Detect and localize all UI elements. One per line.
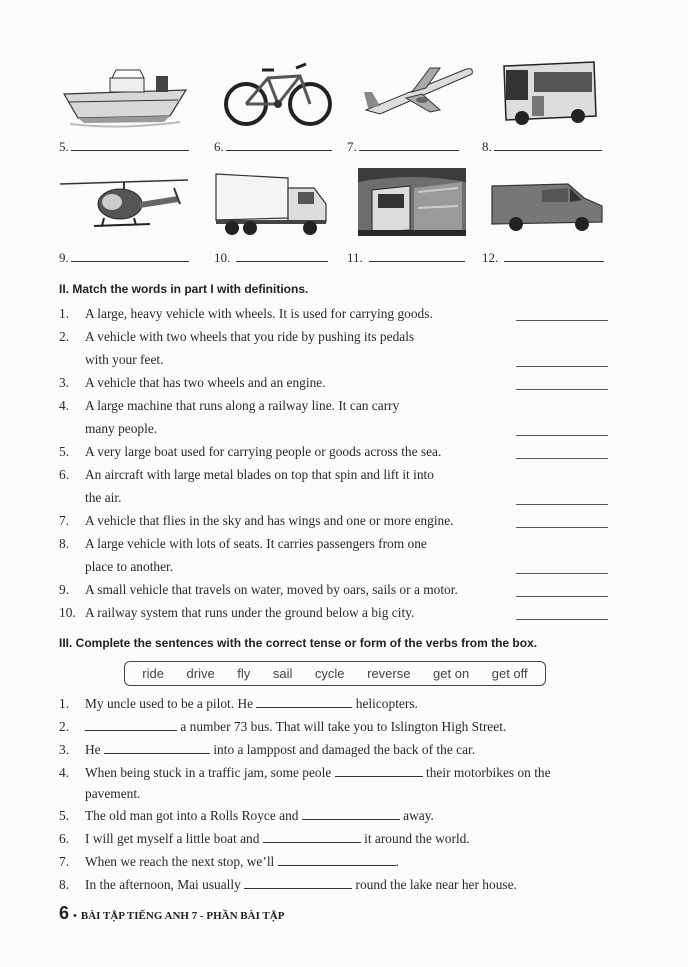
sentence-item: 8. In the afternoon, Mai usually round the lake near her house. — [59, 877, 517, 892]
blank-line-8 — [482, 139, 602, 155]
picture-number: 8. — [482, 139, 492, 154]
word-item: ride — [142, 666, 164, 681]
answer-blank[interactable] — [71, 140, 189, 151]
definition-item: 8. A large vehicle with lots of seats. It carries passengers from one — [59, 536, 427, 551]
answer-blank[interactable] — [516, 320, 608, 321]
blank-line-12 — [482, 250, 604, 266]
definition-continuation: with your feet. — [85, 352, 164, 367]
answer-blank[interactable] — [504, 251, 604, 262]
definition-item: 10. A railway system that runs under the ground below a big city. — [59, 605, 415, 620]
picture-number: 7. — [347, 139, 357, 154]
van-icon — [488, 180, 606, 232]
word-item: get on — [433, 666, 470, 681]
answer-blank[interactable] — [335, 766, 423, 777]
answer-blank[interactable] — [226, 140, 332, 151]
lorry-icon — [214, 170, 330, 238]
sentence-item: 7. When we reach the next stop, we’ll . — [59, 854, 399, 869]
answer-blank[interactable] — [516, 504, 608, 505]
answer-blank[interactable] — [278, 855, 396, 866]
bicycle-icon — [222, 58, 334, 128]
answer-blank[interactable] — [236, 251, 328, 262]
blank-line-9 — [59, 250, 189, 266]
answer-blank[interactable] — [516, 366, 608, 367]
answer-blank[interactable] — [302, 809, 400, 820]
picture-number: 9. — [59, 250, 69, 265]
word-item: fly — [237, 666, 251, 681]
word-item: reverse — [367, 666, 411, 681]
word-item: cycle — [314, 666, 345, 681]
definition-item: 7. A vehicle that flies in the sky and has wings and one or more engine. — [59, 513, 454, 528]
answer-blank[interactable] — [516, 596, 608, 597]
sentence-item: 2. a number 73 bus. That will take you to Islington High Street. — [59, 719, 507, 734]
footer-bullet: • — [73, 910, 77, 922]
word-box — [124, 661, 546, 686]
sentence-item: 5. The old man got into a Rolls Royce and away. — [59, 808, 434, 823]
section-3-heading: III. Complete the sentences with the correct tense or form of the verbs from the box. — [59, 636, 538, 650]
book-title: BÀI TẬP TIẾNG ANH 7 - PHẦN BÀI TẬP — [80, 910, 285, 922]
sentence-continuation: pavement. — [85, 786, 141, 801]
page-footer — [59, 903, 284, 924]
answer-blank[interactable] — [516, 389, 608, 390]
sentence-item: 1. My uncle used to be a pilot. He helicopters. — [59, 696, 418, 711]
answer-blank[interactable] — [516, 435, 608, 436]
blank-line-6 — [214, 139, 332, 155]
blank-line-10 — [214, 250, 328, 266]
word-item: drive — [186, 666, 215, 681]
picture-number: 12. — [482, 250, 499, 265]
blank-line-7 — [347, 139, 459, 155]
answer-blank[interactable] — [369, 251, 465, 262]
answer-blank[interactable] — [85, 720, 177, 731]
answer-blank[interactable] — [516, 458, 608, 459]
definition-continuation: place to another. — [85, 559, 174, 574]
word-item: sail — [272, 666, 293, 681]
answer-blank[interactable] — [516, 619, 608, 620]
definition-item: 2. A vehicle with two wheels that you ride by pushing its pedals — [59, 329, 415, 344]
definition-item: 5. A very large boat used for carrying people or goods across the sea. — [59, 444, 442, 459]
word-item: get off — [491, 666, 528, 681]
answer-blank[interactable] — [263, 832, 361, 843]
definition-item: 3. A vehicle that has two wheels and an engine. — [59, 375, 326, 390]
definition-continuation: many people. — [85, 421, 158, 436]
underground-train-icon — [358, 168, 466, 236]
sentence-item: 4. When being stuck in a traffic jam, some peole their motorbikes on the — [59, 765, 551, 780]
picture-number: 10. — [214, 250, 231, 265]
motorboat-icon — [60, 66, 190, 128]
answer-blank[interactable] — [494, 140, 602, 151]
airplane-icon — [360, 62, 476, 116]
blank-line-5 — [59, 139, 189, 155]
answer-blank[interactable] — [256, 697, 352, 708]
section-2-heading: II. Match the words in part I with definitions. — [59, 282, 309, 296]
answer-blank[interactable] — [244, 878, 352, 889]
blank-line-11 — [347, 250, 465, 266]
definition-item: 6. An aircraft with large metal blades on top that spin and lift it into — [59, 467, 434, 482]
picture-number: 5. — [59, 139, 69, 154]
page-number: 6 — [59, 903, 70, 923]
answer-blank[interactable] — [71, 251, 189, 262]
answer-blank[interactable] — [516, 573, 608, 574]
definition-item: 1. A large, heavy vehicle with wheels. It is used for carrying goods. — [59, 306, 433, 321]
sentence-item: 3. He into a lamppost and damaged the back of the car. — [59, 742, 476, 757]
definition-item: 9. A small vehicle that travels on water, moved by oars, sails or a motor. — [59, 582, 458, 597]
definition-continuation: the air. — [85, 490, 122, 505]
helicopter-icon — [60, 176, 190, 236]
answer-blank[interactable] — [359, 140, 459, 151]
definition-item: 4. A large machine that runs along a railway line. It can carry — [59, 398, 400, 413]
sentence-item: 6. I will get myself a little boat and it around the world. — [59, 831, 470, 846]
answer-blank[interactable] — [104, 743, 210, 754]
picture-number: 11. — [347, 250, 363, 265]
picture-number: 6. — [214, 139, 224, 154]
bus-icon — [498, 58, 600, 128]
answer-blank[interactable] — [516, 527, 608, 528]
